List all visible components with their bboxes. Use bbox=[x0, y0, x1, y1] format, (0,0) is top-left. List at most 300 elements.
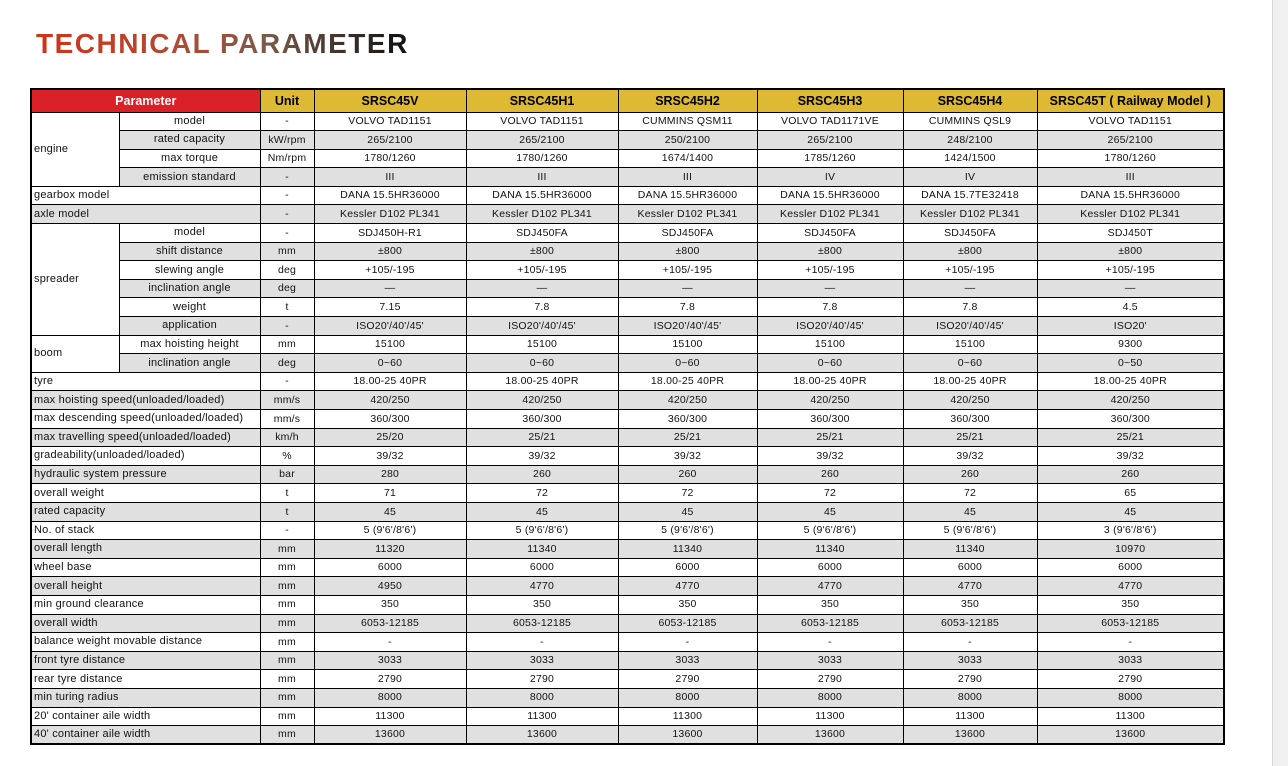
table-row bbox=[31, 428, 1224, 447]
row-value: 1780/1260 bbox=[466, 149, 618, 168]
row-value: 0~60 bbox=[903, 354, 1037, 373]
row-value: 45 bbox=[618, 502, 757, 521]
row-value: 5 (9'6'/8'6') bbox=[757, 521, 903, 540]
row-value: ISO20'/40'/45' bbox=[618, 317, 757, 336]
row-value: 45 bbox=[757, 502, 903, 521]
row-value: DANA 15.5HR36000 bbox=[618, 186, 757, 205]
table-row bbox=[31, 595, 1224, 614]
row-unit: Nm/rpm bbox=[260, 149, 314, 168]
row-value: 360/300 bbox=[757, 410, 903, 429]
row-value: 250/2100 bbox=[618, 131, 757, 150]
table-row bbox=[31, 633, 1224, 652]
row-value: SDJ450FA bbox=[757, 224, 903, 243]
row-value: 8000 bbox=[618, 688, 757, 707]
table-row bbox=[31, 205, 1224, 224]
row-value: 6000 bbox=[1037, 558, 1224, 577]
column-header-model-1: SRSC45H1 bbox=[466, 89, 618, 112]
row-value: 260 bbox=[903, 465, 1037, 484]
row-value: - bbox=[314, 633, 466, 652]
row-value: 1780/1260 bbox=[314, 149, 466, 168]
row-value: 2790 bbox=[757, 670, 903, 689]
row-unit: - bbox=[260, 521, 314, 540]
row-value: 360/300 bbox=[314, 410, 466, 429]
row-value: DANA 15.5HR36000 bbox=[1037, 186, 1224, 205]
row-unit: - bbox=[260, 205, 314, 224]
row-value: 6053-12185 bbox=[903, 614, 1037, 633]
row-value: CUMMINS QSL9 bbox=[903, 112, 1037, 131]
row-unit: mm bbox=[260, 670, 314, 689]
row-label: weight bbox=[119, 298, 260, 317]
row-group-boom: boom bbox=[31, 335, 119, 372]
table-row bbox=[31, 335, 1224, 354]
row-value: 7.8 bbox=[757, 298, 903, 317]
row-value: Kessler D102 PL341 bbox=[1037, 205, 1224, 224]
row-value: 8000 bbox=[314, 688, 466, 707]
row-value: +105/-195 bbox=[903, 261, 1037, 280]
row-unit: mm bbox=[260, 540, 314, 559]
table-row bbox=[31, 707, 1224, 726]
row-value: 265/2100 bbox=[466, 131, 618, 150]
row-value: ISO20'/40'/45' bbox=[314, 317, 466, 336]
row-value: 6053-12185 bbox=[466, 614, 618, 633]
row-value: 1785/1260 bbox=[757, 149, 903, 168]
row-unit: mm bbox=[260, 242, 314, 261]
row-value: 11320 bbox=[314, 540, 466, 559]
row-value: SDJ450FA bbox=[466, 224, 618, 243]
row-label: min turing radius bbox=[31, 688, 260, 707]
table-row bbox=[31, 261, 1224, 280]
row-value: 420/250 bbox=[903, 391, 1037, 410]
row-value: — bbox=[1037, 279, 1224, 298]
row-value: VOLVO TAD1151 bbox=[1037, 112, 1224, 131]
row-value: DANA 15.7TE32418 bbox=[903, 186, 1037, 205]
table-row bbox=[31, 688, 1224, 707]
row-label: max hoisting speed(unloaded/loaded) bbox=[31, 391, 260, 410]
row-value: 5 (9'6'/8'6') bbox=[466, 521, 618, 540]
row-value: 11300 bbox=[314, 707, 466, 726]
row-label: wheel base bbox=[31, 558, 260, 577]
row-value: VOLVO TAD1171VE bbox=[757, 112, 903, 131]
row-unit: kW/rpm bbox=[260, 131, 314, 150]
row-value: 4770 bbox=[1037, 577, 1224, 596]
row-label: tyre bbox=[31, 372, 260, 391]
row-label: 20' container aile width bbox=[31, 707, 260, 726]
row-value: 1674/1400 bbox=[618, 149, 757, 168]
row-label: max torque bbox=[119, 149, 260, 168]
row-value: 3033 bbox=[618, 651, 757, 670]
table-row bbox=[31, 298, 1224, 317]
row-unit: t bbox=[260, 298, 314, 317]
row-value: III bbox=[618, 168, 757, 187]
row-value: — bbox=[466, 279, 618, 298]
row-value: 18.00-25 40PR bbox=[903, 372, 1037, 391]
row-value: 420/250 bbox=[314, 391, 466, 410]
row-value: 265/2100 bbox=[757, 131, 903, 150]
row-value: 11300 bbox=[618, 707, 757, 726]
row-value: 4950 bbox=[314, 577, 466, 596]
row-value: +105/-195 bbox=[757, 261, 903, 280]
row-unit: mm bbox=[260, 335, 314, 354]
row-value: III bbox=[1037, 168, 1224, 187]
row-value: ±800 bbox=[757, 242, 903, 261]
row-unit: mm bbox=[260, 688, 314, 707]
row-value: 39/32 bbox=[618, 447, 757, 466]
row-value: 420/250 bbox=[618, 391, 757, 410]
row-value: - bbox=[618, 633, 757, 652]
row-value: 4770 bbox=[618, 577, 757, 596]
row-label: rated capacity bbox=[31, 502, 260, 521]
row-value: 11340 bbox=[466, 540, 618, 559]
row-value: 0~50 bbox=[1037, 354, 1224, 373]
row-value: 265/2100 bbox=[314, 131, 466, 150]
row-value: 6053-12185 bbox=[314, 614, 466, 633]
row-value: 7.15 bbox=[314, 298, 466, 317]
row-unit: - bbox=[260, 224, 314, 243]
column-header-parameter: Parameter bbox=[31, 89, 260, 112]
parameter-table bbox=[30, 88, 1225, 745]
row-label: inclination angle bbox=[119, 279, 260, 298]
row-value: ±800 bbox=[618, 242, 757, 261]
row-value: 8000 bbox=[466, 688, 618, 707]
row-value: Kessler D102 PL341 bbox=[757, 205, 903, 224]
table-row bbox=[31, 484, 1224, 503]
row-value: 360/300 bbox=[466, 410, 618, 429]
table-row bbox=[31, 410, 1224, 429]
row-value: 260 bbox=[1037, 465, 1224, 484]
row-unit: mm/s bbox=[260, 391, 314, 410]
row-value: 6000 bbox=[757, 558, 903, 577]
row-value: ISO20'/40'/45' bbox=[903, 317, 1037, 336]
row-unit: mm bbox=[260, 595, 314, 614]
row-value: 5 (9'6'/8'6') bbox=[618, 521, 757, 540]
row-value: 6053-12185 bbox=[1037, 614, 1224, 633]
row-label: min ground clearance bbox=[31, 595, 260, 614]
row-value: 11340 bbox=[903, 540, 1037, 559]
row-value: 8000 bbox=[903, 688, 1037, 707]
row-label: shift distance bbox=[119, 242, 260, 261]
table-row bbox=[31, 279, 1224, 298]
row-label: 40' container aile width bbox=[31, 726, 260, 745]
page-title: TECHNICAL PARAMETER bbox=[36, 28, 409, 59]
row-value: 2790 bbox=[903, 670, 1037, 689]
row-value: 11300 bbox=[466, 707, 618, 726]
table-row bbox=[31, 726, 1224, 745]
table-row bbox=[31, 614, 1224, 633]
table-row bbox=[31, 502, 1224, 521]
row-value: ±800 bbox=[903, 242, 1037, 261]
column-header-model-5: SRSC45T ( Railway Model ) bbox=[1037, 89, 1224, 112]
row-value: 0~60 bbox=[314, 354, 466, 373]
row-label: max travelling speed(unloaded/loaded) bbox=[31, 428, 260, 447]
row-value: 360/300 bbox=[618, 410, 757, 429]
row-unit: - bbox=[260, 372, 314, 391]
row-value: ISO20'/40'/45' bbox=[466, 317, 618, 336]
row-unit: - bbox=[260, 317, 314, 336]
table-row bbox=[31, 149, 1224, 168]
row-unit: deg bbox=[260, 261, 314, 280]
row-value: 6053-12185 bbox=[757, 614, 903, 633]
row-value: 15100 bbox=[314, 335, 466, 354]
row-unit: bar bbox=[260, 465, 314, 484]
row-value: — bbox=[757, 279, 903, 298]
row-value: 8000 bbox=[1037, 688, 1224, 707]
row-value: 420/250 bbox=[466, 391, 618, 410]
row-value: 0~60 bbox=[618, 354, 757, 373]
row-value: 6053-12185 bbox=[618, 614, 757, 633]
row-value: 6000 bbox=[314, 558, 466, 577]
row-value: +105/-195 bbox=[314, 261, 466, 280]
table-row bbox=[31, 168, 1224, 187]
row-value: VOLVO TAD1151 bbox=[466, 112, 618, 131]
scrollbar-track[interactable] bbox=[1272, 0, 1288, 766]
row-value: 5 (9'6'/8'6') bbox=[314, 521, 466, 540]
row-value: 3033 bbox=[757, 651, 903, 670]
row-unit: t bbox=[260, 502, 314, 521]
column-header-unit: Unit bbox=[260, 89, 314, 112]
row-unit: - bbox=[260, 112, 314, 131]
row-value: 7.8 bbox=[618, 298, 757, 317]
row-unit: - bbox=[260, 186, 314, 205]
row-value: 39/32 bbox=[1037, 447, 1224, 466]
row-value: 6000 bbox=[618, 558, 757, 577]
row-value: 18.00-25 40PR bbox=[466, 372, 618, 391]
table-row bbox=[31, 391, 1224, 410]
table-row bbox=[31, 577, 1224, 596]
row-unit: t bbox=[260, 484, 314, 503]
row-value: 350 bbox=[314, 595, 466, 614]
row-value: 8000 bbox=[757, 688, 903, 707]
row-value: 11300 bbox=[1037, 707, 1224, 726]
row-value: 18.00-25 40PR bbox=[757, 372, 903, 391]
row-value: +105/-195 bbox=[1037, 261, 1224, 280]
row-value: 13600 bbox=[903, 726, 1037, 745]
table-row bbox=[31, 317, 1224, 336]
row-value: — bbox=[618, 279, 757, 298]
row-label: max descending speed(unloaded/loaded) bbox=[31, 410, 260, 429]
table-header bbox=[31, 89, 1224, 112]
row-value: 260 bbox=[757, 465, 903, 484]
row-value: 248/2100 bbox=[903, 131, 1037, 150]
row-value: +105/-195 bbox=[466, 261, 618, 280]
row-value: 350 bbox=[618, 595, 757, 614]
row-value: 39/32 bbox=[903, 447, 1037, 466]
row-value: 25/21 bbox=[466, 428, 618, 447]
row-value: 350 bbox=[903, 595, 1037, 614]
column-header-model-4: SRSC45H4 bbox=[903, 89, 1037, 112]
row-label: overall width bbox=[31, 614, 260, 633]
row-unit: km/h bbox=[260, 428, 314, 447]
table-row bbox=[31, 372, 1224, 391]
row-value: 360/300 bbox=[1037, 410, 1224, 429]
row-value: 39/32 bbox=[757, 447, 903, 466]
row-unit: mm bbox=[260, 726, 314, 745]
row-value: 2790 bbox=[618, 670, 757, 689]
row-value: 25/21 bbox=[1037, 428, 1224, 447]
table-row bbox=[31, 112, 1224, 131]
row-value: 45 bbox=[466, 502, 618, 521]
header-row bbox=[31, 89, 1224, 112]
row-unit: mm bbox=[260, 558, 314, 577]
row-value: 18.00-25 40PR bbox=[618, 372, 757, 391]
row-value: 6000 bbox=[903, 558, 1037, 577]
row-value: 350 bbox=[466, 595, 618, 614]
row-value: 72 bbox=[618, 484, 757, 503]
table-row bbox=[31, 447, 1224, 466]
row-unit: - bbox=[260, 168, 314, 187]
row-value: 39/32 bbox=[314, 447, 466, 466]
row-group-spreader: spreader bbox=[31, 224, 119, 336]
table-row bbox=[31, 651, 1224, 670]
row-value: 13600 bbox=[314, 726, 466, 745]
row-unit: deg bbox=[260, 279, 314, 298]
row-value: ISO20' bbox=[1037, 317, 1224, 336]
row-value: ISO20'/40'/45' bbox=[757, 317, 903, 336]
row-value: — bbox=[314, 279, 466, 298]
row-label: overall length bbox=[31, 540, 260, 559]
row-value: 18.00-25 40PR bbox=[1037, 372, 1224, 391]
row-label: max hoisting height bbox=[119, 335, 260, 354]
row-value: 11340 bbox=[757, 540, 903, 559]
row-label: slewing angle bbox=[119, 261, 260, 280]
table-row bbox=[31, 558, 1224, 577]
row-value: 25/21 bbox=[618, 428, 757, 447]
row-value: — bbox=[903, 279, 1037, 298]
row-value: 45 bbox=[1037, 502, 1224, 521]
row-unit: % bbox=[260, 447, 314, 466]
row-value: 71 bbox=[314, 484, 466, 503]
row-value: 3033 bbox=[903, 651, 1037, 670]
row-value: 15100 bbox=[618, 335, 757, 354]
row-value: 265/2100 bbox=[1037, 131, 1224, 150]
row-label: rear tyre distance bbox=[31, 670, 260, 689]
row-value: 45 bbox=[903, 502, 1037, 521]
row-value: 18.00-25 40PR bbox=[314, 372, 466, 391]
row-label: balance weight movable distance bbox=[31, 633, 260, 652]
row-value: 72 bbox=[757, 484, 903, 503]
row-value: 4770 bbox=[757, 577, 903, 596]
table-row bbox=[31, 521, 1224, 540]
row-value: 350 bbox=[757, 595, 903, 614]
row-label: axle model bbox=[31, 205, 260, 224]
row-value: Kessler D102 PL341 bbox=[618, 205, 757, 224]
row-label: model bbox=[119, 112, 260, 131]
row-value: ±800 bbox=[314, 242, 466, 261]
row-value: ±800 bbox=[1037, 242, 1224, 261]
row-value: 65 bbox=[1037, 484, 1224, 503]
row-value: - bbox=[1037, 633, 1224, 652]
row-value: 4770 bbox=[466, 577, 618, 596]
row-value: - bbox=[466, 633, 618, 652]
row-value: 72 bbox=[466, 484, 618, 503]
row-value: 39/32 bbox=[466, 447, 618, 466]
row-value: 25/21 bbox=[903, 428, 1037, 447]
row-label: gearbox model bbox=[31, 186, 260, 205]
row-value: 13600 bbox=[466, 726, 618, 745]
row-unit: mm bbox=[260, 577, 314, 596]
row-label: hydraulic system pressure bbox=[31, 465, 260, 484]
row-label: model bbox=[119, 224, 260, 243]
row-value: 3033 bbox=[1037, 651, 1224, 670]
row-value: 72 bbox=[903, 484, 1037, 503]
row-value: 13600 bbox=[757, 726, 903, 745]
table-body bbox=[31, 112, 1224, 744]
row-value: III bbox=[314, 168, 466, 187]
row-value: 420/250 bbox=[1037, 391, 1224, 410]
row-value: 1424/1500 bbox=[903, 149, 1037, 168]
row-unit: mm bbox=[260, 707, 314, 726]
table-row bbox=[31, 242, 1224, 261]
row-value: 360/300 bbox=[903, 410, 1037, 429]
row-value: DANA 15.5HR36000 bbox=[466, 186, 618, 205]
row-value: 280 bbox=[314, 465, 466, 484]
column-header-model-0: SRSC45V bbox=[314, 89, 466, 112]
table-row bbox=[31, 224, 1224, 243]
row-value: 260 bbox=[618, 465, 757, 484]
row-value: 0~60 bbox=[466, 354, 618, 373]
row-value: SDJ450FA bbox=[903, 224, 1037, 243]
row-value: 7.8 bbox=[903, 298, 1037, 317]
row-value: IV bbox=[903, 168, 1037, 187]
column-header-model-2: SRSC45H2 bbox=[618, 89, 757, 112]
row-value: Kessler D102 PL341 bbox=[466, 205, 618, 224]
row-value: +105/-195 bbox=[618, 261, 757, 280]
row-value: 10970 bbox=[1037, 540, 1224, 559]
row-group-engine: engine bbox=[31, 112, 119, 186]
row-value: 15100 bbox=[466, 335, 618, 354]
row-value: - bbox=[903, 633, 1037, 652]
row-label: No. of stack bbox=[31, 521, 260, 540]
row-value: 4770 bbox=[903, 577, 1037, 596]
table-row bbox=[31, 354, 1224, 373]
table-row bbox=[31, 186, 1224, 205]
row-value: 350 bbox=[1037, 595, 1224, 614]
row-value: 15100 bbox=[903, 335, 1037, 354]
row-value: 13600 bbox=[618, 726, 757, 745]
row-unit: deg bbox=[260, 354, 314, 373]
row-label: gradeability(unloaded/loaded) bbox=[31, 447, 260, 466]
row-value: 5 (9'6'/8'6') bbox=[903, 521, 1037, 540]
row-value: 2790 bbox=[1037, 670, 1224, 689]
row-value: 0~60 bbox=[757, 354, 903, 373]
row-value: 3033 bbox=[466, 651, 618, 670]
row-value: 15100 bbox=[757, 335, 903, 354]
row-value: SDJ450H-R1 bbox=[314, 224, 466, 243]
table-row bbox=[31, 540, 1224, 559]
row-label: inclination angle bbox=[119, 354, 260, 373]
row-label: overall weight bbox=[31, 484, 260, 503]
row-value: 4.5 bbox=[1037, 298, 1224, 317]
row-label: application bbox=[119, 317, 260, 336]
row-value: 7.8 bbox=[466, 298, 618, 317]
row-label: rated capacity bbox=[119, 131, 260, 150]
row-label: emission standard bbox=[119, 168, 260, 187]
row-value: 25/21 bbox=[757, 428, 903, 447]
row-value: SDJ450FA bbox=[618, 224, 757, 243]
row-unit: mm bbox=[260, 633, 314, 652]
row-value: SDJ450T bbox=[1037, 224, 1224, 243]
row-value: 3 (9'6'/8'6') bbox=[1037, 521, 1224, 540]
row-value: CUMMINS QSM11 bbox=[618, 112, 757, 131]
row-value: 25/20 bbox=[314, 428, 466, 447]
row-value: 2790 bbox=[314, 670, 466, 689]
table-row bbox=[31, 670, 1224, 689]
row-value: DANA 15.5HR36000 bbox=[314, 186, 466, 205]
row-value: - bbox=[757, 633, 903, 652]
row-value: 420/250 bbox=[757, 391, 903, 410]
row-value: 1780/1260 bbox=[1037, 149, 1224, 168]
row-value: Kessler D102 PL341 bbox=[903, 205, 1037, 224]
row-value: 9300 bbox=[1037, 335, 1224, 354]
